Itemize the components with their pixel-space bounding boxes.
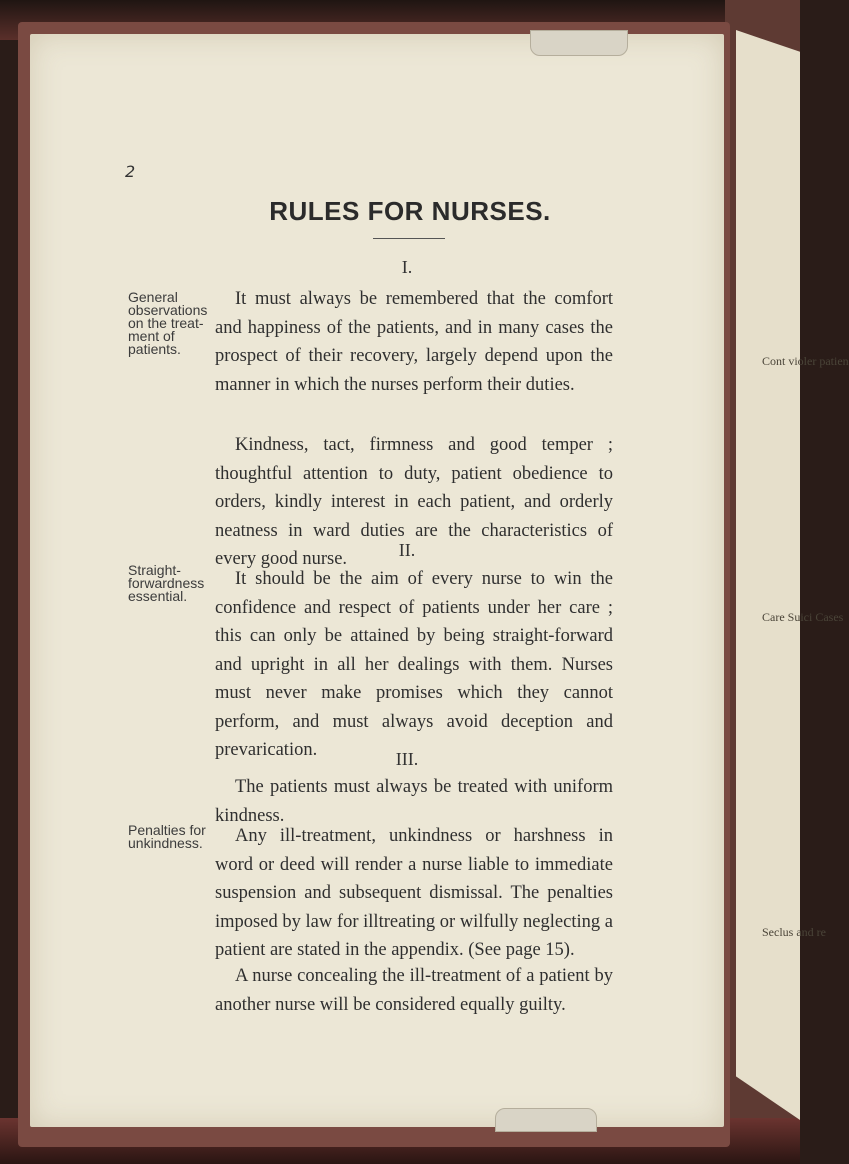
facing-page-note-1: Cont violer patien	[762, 354, 849, 368]
paragraph-3-3: A nurse concealing the ill-treatment of a patient by another nurse will be considered equally guilty.	[215, 966, 613, 1015]
page-title: RULES FOR NURSES.	[269, 196, 551, 226]
section-numeral-3: III.	[395, 749, 419, 769]
margin-note-1: General observations on the treat-ment of patients.	[128, 289, 208, 357]
facing-page-note-3: Seclus and re	[762, 925, 826, 939]
margin-note-2: Straight-forwardness essential.	[128, 562, 205, 604]
page-clip-bottom	[495, 1108, 597, 1132]
page-number: 2	[125, 162, 136, 181]
paragraph-1-1: It must always be remembered that the comfort and happiness of the patients, and in many cases the prospect of their recovery, largely depend upon the manner in which the nurses perform their duties.	[215, 289, 613, 395]
paragraph-3-2: Any ill-treatment, unkindness or harshness in word or deed will render a nurse liable to immediate suspension and subsequent dismissal. The penalties imposed by law for illtreating or wilfully neglecting a patient are stated in the appendix. (See page 15).	[215, 826, 613, 960]
page-clip-top	[530, 30, 628, 56]
title-divider	[373, 238, 445, 239]
paragraph-1-2: Kindness, tact, firmness and good temper ; thoughtful attention to duty, patient obedience to orders, kindly interest in each patient, and orderly neatness in ward duties are the characteristics of every good nurse.	[215, 435, 613, 569]
section-numeral-1: I.	[401, 257, 413, 277]
facing-page	[736, 30, 800, 1120]
margin-note-3: Penalties for unkindness.	[128, 822, 206, 851]
paragraph-3-1: The patients must always be treated with uniform kindness.	[215, 777, 613, 826]
facing-page-note-2: Care Suici Cases	[762, 610, 844, 624]
paragraph-2-1: It should be the aim of every nurse to win the confidence and respect of patients under her care ; this can only be attained by being straight-forward and upright in all her dealings with them. Nurses must never make promises which they cannot perform, and must always avoid deception and prevarication.	[215, 569, 613, 760]
section-numeral-2: II.	[398, 540, 416, 560]
